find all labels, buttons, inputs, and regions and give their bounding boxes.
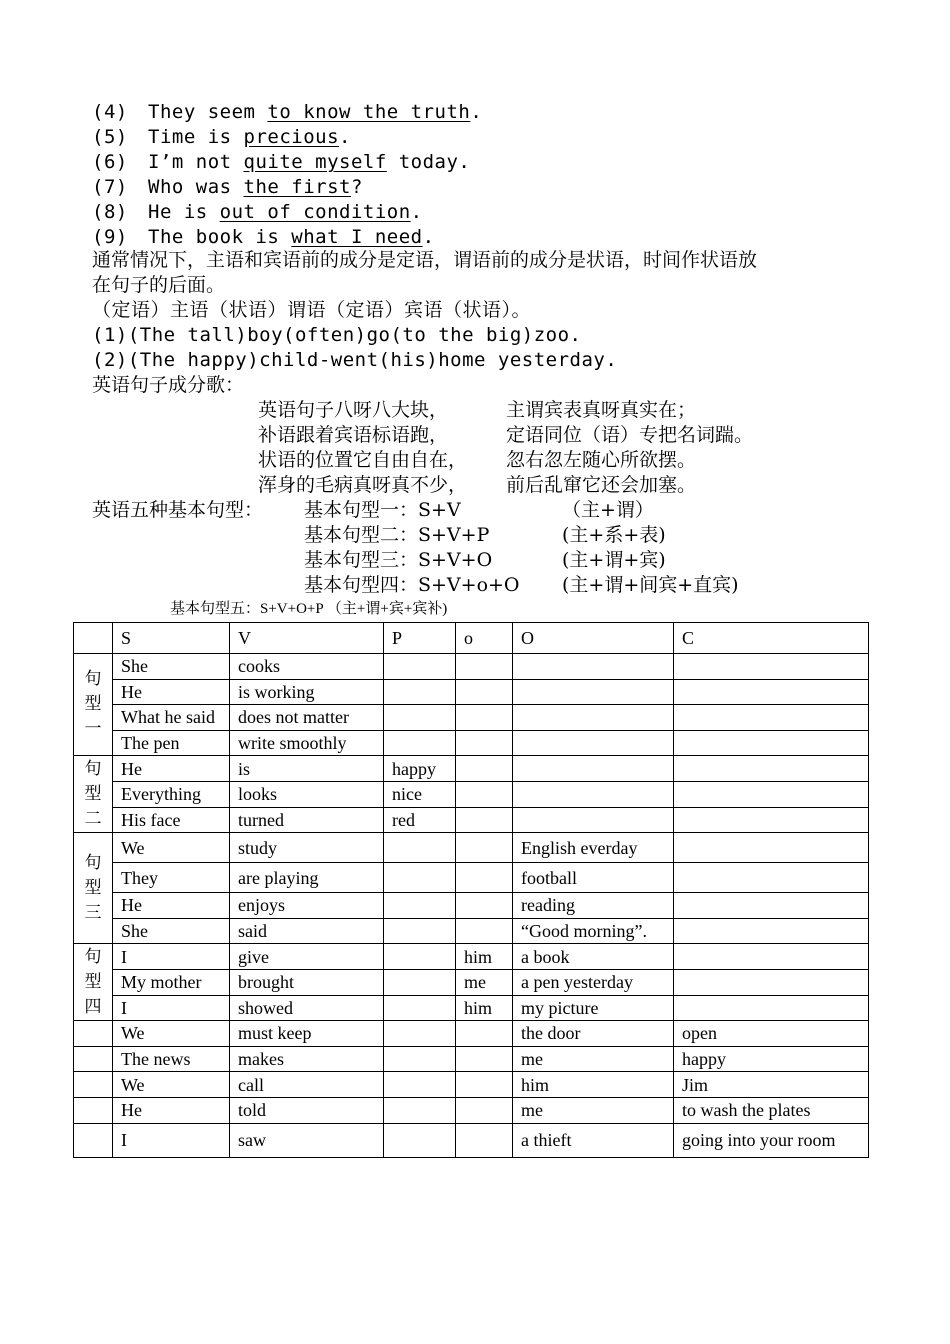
table-cell: does not matter	[230, 705, 384, 731]
example-end: today.	[386, 151, 471, 173]
song-line-3-a: 状语的位置它自由自在，	[258, 449, 468, 471]
group-label-char: 四	[84, 996, 102, 1017]
song-line-4-a: 浑身的毛病真呀真不少，	[258, 474, 468, 496]
rule-line-1: 通常情况下，主语和宾语前的成分是定语，谓语前的成分是状语，时间作状语放	[92, 249, 758, 271]
example-text: They seem	[148, 101, 268, 123]
order-example-2: (2)(The happy)child-went(his)home yesterday.	[92, 349, 618, 371]
song-line-2-b: 定语同位（语）专把名词踹。	[506, 424, 754, 446]
example-sentence	[92, 175, 363, 200]
table-row	[74, 679, 869, 705]
example-number: (6)	[92, 151, 128, 173]
song-line-4-b: 前后乱窜它还会加塞。	[506, 474, 697, 496]
group-label-char: 三	[84, 902, 102, 923]
table-cell	[456, 833, 513, 863]
table-row	[74, 918, 869, 944]
table-row	[74, 1046, 869, 1072]
pattern-group-label	[74, 833, 113, 944]
table-cell	[384, 1123, 456, 1157]
table-cell	[456, 679, 513, 705]
example-underlined: out of condition	[219, 201, 411, 223]
table-cell: We	[113, 1072, 230, 1098]
table-cell: nice	[384, 781, 456, 807]
group-label-char: 型	[84, 971, 102, 992]
table-row	[74, 833, 869, 863]
table-cell: He	[113, 1097, 230, 1123]
table-cell: write smoothly	[230, 730, 384, 756]
pattern-3	[304, 548, 666, 573]
table-cell	[456, 756, 513, 782]
table-cell	[456, 1072, 513, 1098]
table-cell: He	[113, 756, 230, 782]
example-underlined: precious	[243, 126, 340, 148]
table-cell: happy	[384, 756, 456, 782]
example-end: .	[422, 226, 435, 248]
group-label-char: 型	[84, 877, 102, 898]
song-line-2	[258, 423, 753, 448]
table-cell: showed	[230, 995, 384, 1021]
table-cell	[384, 863, 456, 893]
table-row	[74, 863, 869, 893]
pattern-2-name: 基本句型二：S+V+P	[304, 524, 490, 546]
group-label-char: 句	[84, 758, 102, 779]
pattern-2	[304, 523, 666, 548]
table-cell: brought	[230, 969, 384, 995]
table-cell	[384, 705, 456, 731]
example-sentence	[92, 200, 423, 225]
table-cell: I	[113, 944, 230, 970]
table-cell: me	[513, 1046, 674, 1072]
example-sentence	[92, 125, 351, 150]
table-cell: are playing	[230, 863, 384, 893]
table-cell	[384, 679, 456, 705]
pattern-1	[304, 498, 654, 523]
pattern-3-name: 基本句型三：S+V+O	[304, 549, 493, 571]
table-row	[74, 1097, 869, 1123]
example-text: I’m not	[148, 151, 244, 173]
order-example-1: (1)(The tall)boy(often)go(to the big)zoo.	[92, 324, 582, 346]
column-header	[74, 623, 113, 654]
pattern-1-name: 基本句型一：S+V	[304, 499, 461, 521]
table-cell: him	[456, 995, 513, 1021]
table-cell	[674, 781, 869, 807]
empty-group-cell	[74, 1072, 113, 1098]
table-cell: him	[513, 1072, 674, 1098]
table-cell: The news	[113, 1046, 230, 1072]
table-cell: He	[113, 893, 230, 919]
table-cell	[674, 995, 869, 1021]
table-cell: study	[230, 833, 384, 863]
table-row	[74, 1021, 869, 1047]
pattern-2-desc: (主+系+表)	[562, 524, 666, 546]
pattern-4-desc: (主+谓+间宾+直宾)	[562, 574, 739, 596]
table-cell: him	[456, 944, 513, 970]
table-cell	[456, 1046, 513, 1072]
table-cell: must keep	[230, 1021, 384, 1047]
table-cell	[384, 1021, 456, 1047]
table-cell: red	[384, 807, 456, 833]
table-cell	[513, 730, 674, 756]
example-sentence	[92, 225, 435, 250]
table-cell: is working	[230, 679, 384, 705]
column-header: o	[456, 623, 513, 654]
table-cell	[674, 654, 869, 680]
table-cell: Jim	[674, 1072, 869, 1098]
table-cell	[384, 893, 456, 919]
table-row	[74, 1123, 869, 1157]
table-cell	[456, 781, 513, 807]
table-cell	[384, 1046, 456, 1072]
table-cell	[674, 918, 869, 944]
example-underlined: quite myself	[243, 151, 387, 173]
column-header: V	[230, 623, 384, 654]
group-label-char: 型	[84, 694, 102, 715]
example-end: .	[470, 101, 483, 123]
table-header-row	[74, 623, 869, 654]
table-cell	[456, 918, 513, 944]
pattern-group-label	[74, 944, 113, 1021]
table-cell: is	[230, 756, 384, 782]
table-cell	[513, 807, 674, 833]
song-line-1-a: 英语句子八呀八大块，	[258, 399, 449, 421]
table-cell	[456, 730, 513, 756]
table-cell: makes	[230, 1046, 384, 1072]
table-cell: a book	[513, 944, 674, 970]
table-cell	[456, 1021, 513, 1047]
table-row	[74, 654, 869, 680]
column-header: O	[513, 623, 674, 654]
table-cell: told	[230, 1097, 384, 1123]
song-line-2-a: 补语跟着宾语标语跑，	[258, 424, 449, 446]
pattern-3-desc: (主+谓+宾)	[562, 549, 666, 571]
example-number: (4)	[92, 101, 128, 123]
song-title: 英语句子成分歌：	[92, 374, 245, 396]
table-cell: My mother	[113, 969, 230, 995]
table-cell	[384, 969, 456, 995]
table-cell: I	[113, 1123, 230, 1157]
table-cell: the door	[513, 1021, 674, 1047]
table-cell: She	[113, 918, 230, 944]
empty-group-cell	[74, 1097, 113, 1123]
pattern-group-label	[74, 756, 113, 833]
table-cell: She	[113, 654, 230, 680]
table-cell: cooks	[230, 654, 384, 680]
table-row	[74, 995, 869, 1021]
group-label-char: 句	[84, 946, 102, 967]
table-cell	[674, 730, 869, 756]
table-cell	[384, 918, 456, 944]
table-cell: happy	[674, 1046, 869, 1072]
pattern-4	[304, 573, 739, 598]
empty-group-cell	[74, 1123, 113, 1157]
table-cell	[513, 654, 674, 680]
table-cell: They	[113, 863, 230, 893]
table-cell	[384, 995, 456, 1021]
table-cell: going into your room	[674, 1123, 869, 1157]
rule-line-2: 在句子的后面。	[92, 274, 226, 296]
table-cell	[674, 833, 869, 863]
table-cell: His face	[113, 807, 230, 833]
song-line-3-b: 忽右忽左随心所欲摆。	[506, 449, 697, 471]
table-cell: We	[113, 1021, 230, 1047]
pattern-4-name: 基本句型四：S+V+o+O	[304, 574, 520, 596]
table-row	[74, 730, 869, 756]
table-cell	[513, 679, 674, 705]
table-cell	[384, 833, 456, 863]
table-cell	[674, 807, 869, 833]
empty-group-cell	[74, 1021, 113, 1047]
table-cell: to wash the plates	[674, 1097, 869, 1123]
table-cell: He	[113, 679, 230, 705]
example-number: (8)	[92, 201, 128, 223]
example-number: (7)	[92, 176, 128, 198]
example-text: He is	[148, 201, 220, 223]
example-underlined: the first	[243, 176, 351, 198]
group-label-char: 句	[84, 669, 102, 690]
table-cell: open	[674, 1021, 869, 1047]
song-line-4	[258, 473, 696, 498]
empty-group-cell	[74, 1046, 113, 1072]
table-cell: me	[456, 969, 513, 995]
example-number: (9)	[92, 226, 128, 248]
group-label-char: 句	[84, 852, 102, 873]
table-row	[74, 969, 869, 995]
table-cell	[456, 654, 513, 680]
group-label-char: 二	[84, 808, 102, 829]
table-cell: “Good morning”.	[513, 918, 674, 944]
table-cell	[674, 679, 869, 705]
table-cell	[384, 730, 456, 756]
pattern-group-label	[74, 654, 113, 756]
table-row	[74, 1072, 869, 1098]
group-label-char: 型	[84, 783, 102, 804]
table-cell: enjoys	[230, 893, 384, 919]
table-cell	[674, 893, 869, 919]
table-cell	[456, 705, 513, 731]
example-underlined: to know the truth	[267, 101, 471, 123]
table-cell: looks	[230, 781, 384, 807]
table-cell	[456, 1123, 513, 1157]
example-sentence	[92, 150, 470, 175]
table-cell: We	[113, 833, 230, 863]
pattern-5: 基本句型五：S+V+O+P （主+谓+宾+宾补)	[170, 601, 448, 617]
table-cell	[513, 781, 674, 807]
example-text: Time is	[148, 126, 244, 148]
column-header: C	[674, 623, 869, 654]
table-cell	[674, 944, 869, 970]
song-line-3	[258, 448, 696, 473]
table-row	[74, 893, 869, 919]
table-cell	[674, 705, 869, 731]
table-cell: reading	[513, 893, 674, 919]
table-cell: I	[113, 995, 230, 1021]
table-cell: my picture	[513, 995, 674, 1021]
table-cell	[513, 705, 674, 731]
example-text: Who was	[148, 176, 244, 198]
song-line-1	[258, 398, 696, 423]
table-cell	[384, 1072, 456, 1098]
example-underlined: what I need	[291, 226, 423, 248]
table-cell: football	[513, 863, 674, 893]
table-cell	[674, 756, 869, 782]
column-header: S	[113, 623, 230, 654]
table-row	[74, 807, 869, 833]
pattern-1-desc: （主+谓）	[562, 499, 654, 521]
example-number: (5)	[92, 126, 128, 148]
patterns-title: 英语五种基本句型：	[92, 499, 264, 521]
table-row	[74, 944, 869, 970]
table-cell: The pen	[113, 730, 230, 756]
song-line-1-b: 主谓宾表真呀真实在；	[506, 399, 697, 421]
table-cell: me	[513, 1097, 674, 1123]
example-end: .	[339, 126, 351, 148]
table-cell: What he said	[113, 705, 230, 731]
table-cell	[456, 863, 513, 893]
table-cell: a thieft	[513, 1123, 674, 1157]
table-cell	[513, 756, 674, 782]
sentence-pattern-table	[73, 622, 869, 1158]
table-cell	[384, 944, 456, 970]
table-cell	[384, 654, 456, 680]
example-end: ?	[350, 176, 363, 198]
table-cell: saw	[230, 1123, 384, 1157]
example-sentence	[92, 100, 482, 125]
table-cell	[674, 863, 869, 893]
table-cell: call	[230, 1072, 384, 1098]
table-row	[74, 781, 869, 807]
table-row	[74, 705, 869, 731]
table-cell	[384, 1097, 456, 1123]
table-cell	[674, 969, 869, 995]
column-header: P	[384, 623, 456, 654]
table-cell: give	[230, 944, 384, 970]
table-cell: said	[230, 918, 384, 944]
order-line: （定语）主语（状语）谓语（定语）宾语（状语）。	[92, 299, 532, 321]
table-cell	[456, 893, 513, 919]
table-row	[74, 756, 869, 782]
table-cell: a pen yesterday	[513, 969, 674, 995]
example-text: The book is	[148, 226, 292, 248]
table-cell: English everday	[513, 833, 674, 863]
table-cell: Everything	[113, 781, 230, 807]
table-cell	[456, 807, 513, 833]
group-label-char: 一	[84, 719, 102, 740]
example-end: .	[410, 201, 423, 223]
table-cell	[456, 1097, 513, 1123]
table-cell: turned	[230, 807, 384, 833]
